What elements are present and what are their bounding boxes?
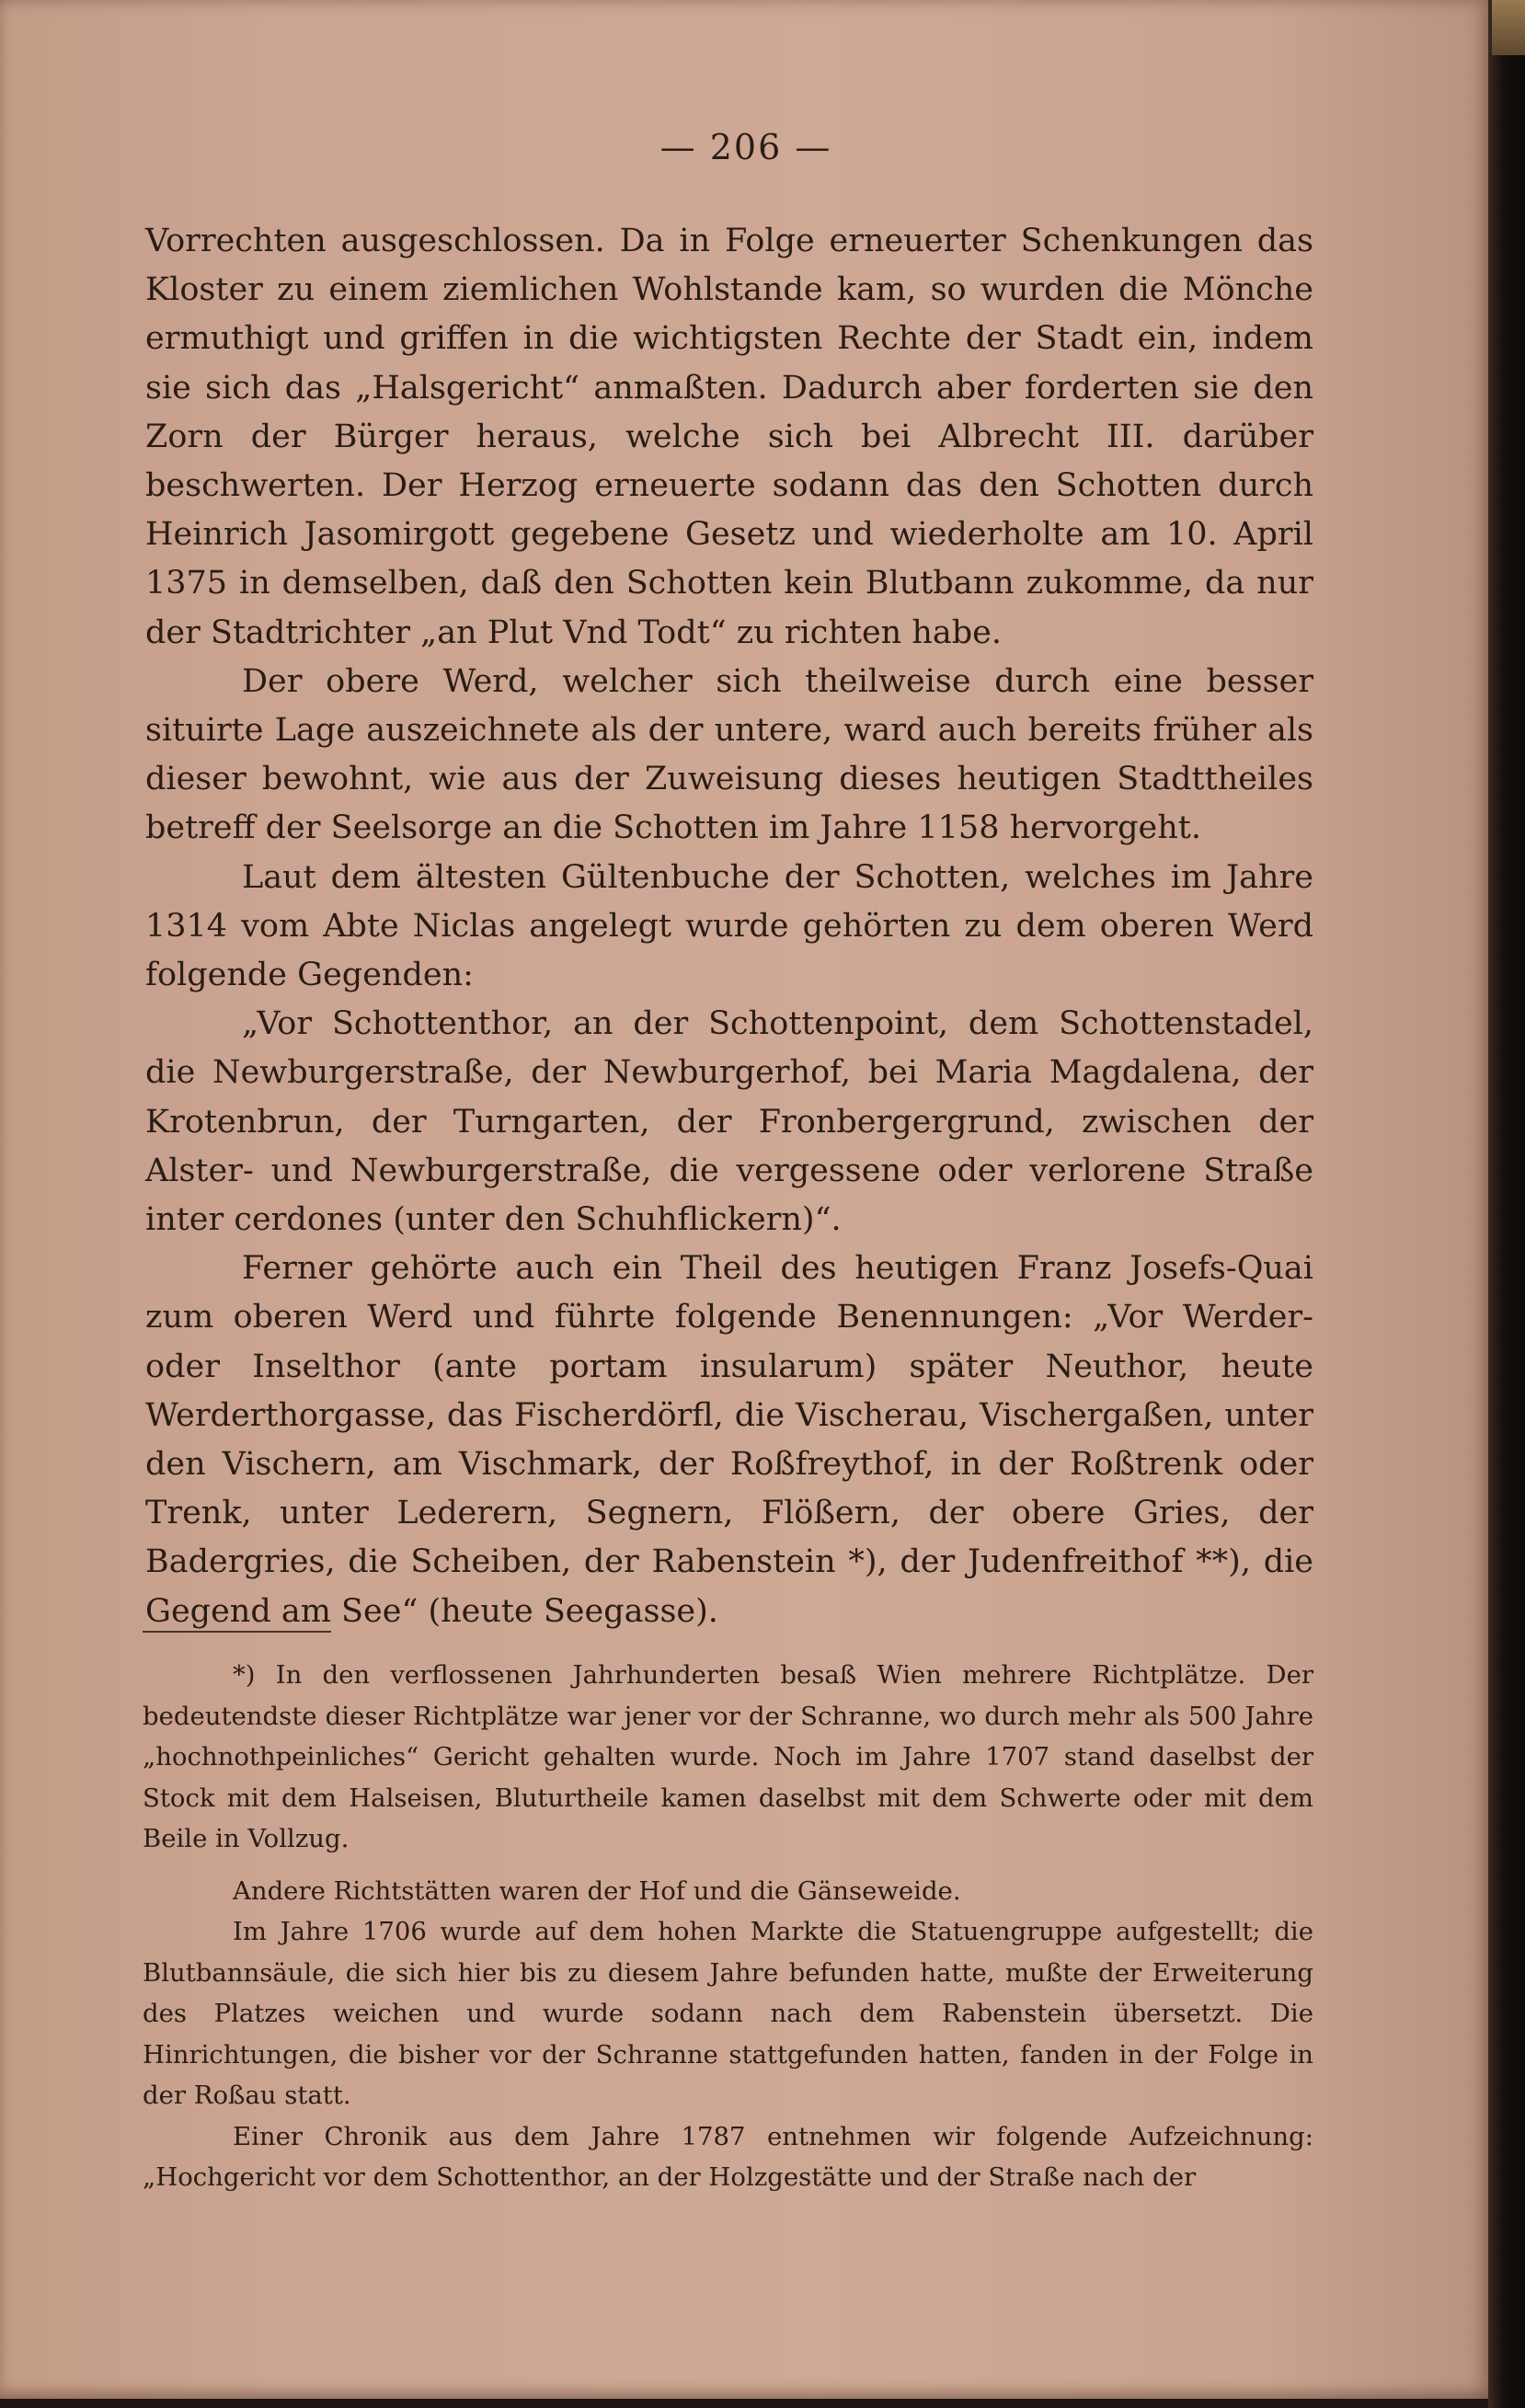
paragraph-2: Der obere Werd, welcher sich theilweise durch eine besser situirte Lage auszeichnete als der untere, ward auch bereits früher als dieser bewohnt, wie aus der Zuweisung dieses heutigen Stadttheiles betreff der Seelsorge an die Schotten im Jahre 1158 hervorgeht. (145, 662, 1313, 847)
paragraph-1: Vorrechten ausgeschlossen. Da in Folge erneuerter Schenkungen das Kloster zu einem ziemlichen Wohlstande kam, so wurden die Mönche ermuthigt und griffen in die wichtigsten Rechte der Stadt ein, indem sie sich das „Halsgericht“ anmaßten. Dadurch aber forderten sie den Zorn der Bürger heraus, welche sich bei Albrecht III. darüber beschwerten. Der Herzog erneuerte sodann das den Schotten durch Heinrich Jasomirgott gegebene Gesetz und wiederholte am 10. April 1375 in demselben, daß den Schotten kein Blutbann zukomme, da nur der Stadtrichter „an Plut Vnd Todt“ zu richten habe. (145, 223, 1313, 651)
paragraph-4: „Vor Schottenthor, an der Schottenpoint, dem Schottenstadel, die Newburgerstraße, der Newburgerhof, bei Maria Magdalena, der Krotenbrun, der Turngarten, der Fronbergergrund, zwischen der Alster- und Newburgerstraße, die vergessene oder verlorene Straße inter cerdones (unter den Schuhflickern)“. (145, 1005, 1313, 1239)
footnote-2: Andere Richtstätten waren der Hof und die Gänseweide. (233, 1875, 961, 1906)
book-binding-edge (1488, 0, 1525, 2408)
paragraph-5: Ferner gehörte auch ein Theil des heutigen Franz Josefs-Quai zum oberen Werd und führte folgende Benennungen: „Vor Werder- oder Inselthor (ante portam insularum) später Neuthor, heute Werderthorgasse, das Fischerdörfl, die Vischerau, Vischergaßen, unter den Vischern, am Vischmark, der Roßfreythof, in der Roßtrenk oder Trenk, unter Lederern, Segnern, Flößern, der obere Gries, der Badergries, die Scheiben, der Rabenstein *), der Judenfreithof **), die Gegend am See“ (heute Seegasse). (145, 1250, 1313, 1630)
main-text (145, 217, 1313, 1636)
footnotes (143, 1655, 1313, 2198)
footnote-3: Im Jahre 1706 wurde auf dem hohen Markte die Statuengruppe aufgestellt; die Blutbannsäule, die sich hier bis zu diesem Jahre befunden hatte, mußte der Erweiterung des Platzes weichen und wurde sodann nach dem Rabenstein übersetzt. Die Hinrichtungen, die bisher vor der Schranne stattgefunden hatten, fanden in der Folge in der Roßau statt. (143, 1917, 1313, 2110)
footnote-4: Einer Chronik aus dem Jahre 1787 entnehmen wir folgende Aufzeichnung: „Hochgericht vor dem Schottenthor, an der Holzgestätte und der Straße nach der (143, 2121, 1313, 2192)
footnote-separator (143, 1631, 331, 1633)
paragraph-3: Laut dem ältesten Gültenbuche der Schotten, welches im Jahre 1314 vom Abte Niclas angelegt wurde gehörten zu dem oberen Werd folgende Gegenden: (145, 858, 1313, 994)
binding-corner (1492, 0, 1525, 55)
footnote-1: *) In den verflossenen Jahrhunderten besaß Wien mehrere Richtplätze. Der bedeutendste dieser Richtplätze war jener vor der Schranne, wo durch mehr als 500 Jahre „hochnothpeinliches“ Gericht gehalten wurde. Noch im Jahre 1707 stand daselbst der Stock mit dem Halseisen, Bluturtheile kamen daselbst mit dem Schwerte oder mit dem Beile in Vollzug. (143, 1660, 1313, 1853)
page-number: — 206 — (659, 127, 832, 167)
